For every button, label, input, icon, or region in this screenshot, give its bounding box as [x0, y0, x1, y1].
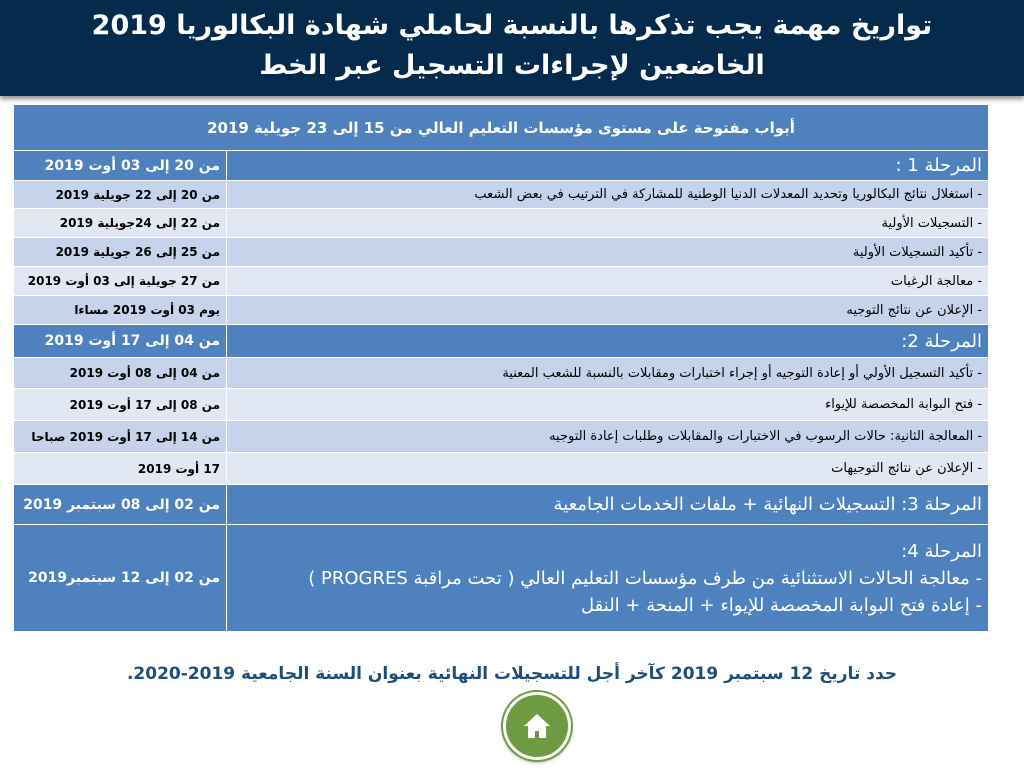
- stage-2-row: [14, 325, 989, 358]
- stage-1-label: المرحلة 1 :: [227, 151, 989, 181]
- stage-4-line-2: - إعادة فتح البوابة المخصصة للإيواء + المنحة + النقل: [581, 594, 983, 616]
- task-date: من 27 جويلية إلى 03 أوت 2019: [14, 267, 227, 296]
- task-desc: - المعالجة الثانية: حالات الرسوب في الاختبارات والمقابلات وطلبات إعادة التوجيه: [227, 421, 989, 453]
- task-date: من 25 إلى 26 جويلية 2019: [14, 238, 227, 267]
- stage-2-date: من 04 إلى 17 أوت 2019: [14, 325, 227, 358]
- stage-4-date: من 02 إلى 12 سبتمبر2019: [14, 525, 227, 632]
- task-date: من 04 إلى 08 أوت 2019: [14, 358, 227, 389]
- table-row: [14, 181, 989, 209]
- task-date: من 08 إلى 17 أوت 2019: [14, 389, 227, 421]
- table-row: [14, 238, 989, 267]
- home-button[interactable]: [503, 692, 571, 760]
- stage-4-label: المرحلة 4:: [901, 540, 983, 562]
- home-icon: [522, 712, 552, 740]
- task-date: من 14 إلى 17 أوت 2019 صباحا: [14, 421, 227, 453]
- task-desc: - فتح البوابة المخصصة للإيواء: [227, 389, 989, 421]
- task-date: من 22 إلى 24جويلية 2019: [14, 209, 227, 238]
- table-row: [14, 267, 989, 296]
- table-row: [14, 358, 989, 389]
- table-row: [14, 453, 989, 485]
- task-desc: - استغلال نتائج البكالوريا وتحديد المعدلات الدنيا الوطنية للمشاركة في الترتيب في بعض الشعب: [227, 181, 989, 209]
- table-row: [14, 421, 989, 453]
- open-days-banner-row: [14, 105, 989, 151]
- title-line-2: الخاضعين لإجراءات التسجيل عبر الخط: [259, 50, 765, 81]
- stage-2-label: المرحلة 2:: [227, 325, 989, 358]
- title-banner: [0, 0, 1024, 96]
- stage-1-date: من 20 إلى 03 أوت 2019: [14, 151, 227, 181]
- table-row: [14, 389, 989, 421]
- deadline-note: حدد تاريخ 12 سبتمبر 2019 كآخر أجل للتسجيلات النهائية بعنوان السنة الجامعية 2019-2020.: [126, 664, 898, 684]
- title-line-1: تواريخ مهمة يجب تذكرها بالنسبة لحاملي شهادة البكالوريا 2019: [91, 10, 933, 41]
- task-date: من 20 إلى 22 جويلية 2019: [14, 181, 227, 209]
- stage-3-row: [14, 485, 989, 525]
- task-desc: - الإعلان عن نتائج التوجيه: [227, 296, 989, 325]
- stage-4-cell: [227, 525, 989, 632]
- task-date: 17 أوت 2019: [14, 453, 227, 485]
- stage-3-date: من 02 إلى 08 سبتمبر 2019: [14, 485, 227, 525]
- table-row: [14, 296, 989, 325]
- task-desc: - الإعلان عن نتائج التوجيهات: [227, 453, 989, 485]
- stage-4-row: [14, 525, 989, 632]
- table-row: [14, 209, 989, 238]
- task-desc: - تأكيد التسجيلات الأولية: [227, 238, 989, 267]
- schedule-table: [13, 104, 989, 632]
- task-date: يوم 03 أوت 2019 مساءا: [14, 296, 227, 325]
- stage-3-label: المرحلة 3: التسجيلات النهائية + ملفات الخدمات الجامعية: [227, 485, 989, 525]
- stage-4-line-1: - معالجة الحالات الاستثنائية من طرف مؤسسات التعليم العالي ( تحت مراقبة PROGRES ): [308, 567, 983, 589]
- stage-1-row: [14, 151, 989, 181]
- task-desc: - التسجيلات الأولية: [227, 209, 989, 238]
- task-desc: - تأكيد التسجيل الأولي أو إعادة التوجيه أو إجراء اختبارات ومقابلات بالنسبة للشعب المعنية: [227, 358, 989, 389]
- task-desc: - معالجة الرغبات: [227, 267, 989, 296]
- open-days-banner: أبواب مفتوحة على مستوى مؤسسات التعليم العالي من 15 إلى 23 جويلية 2019: [14, 105, 989, 151]
